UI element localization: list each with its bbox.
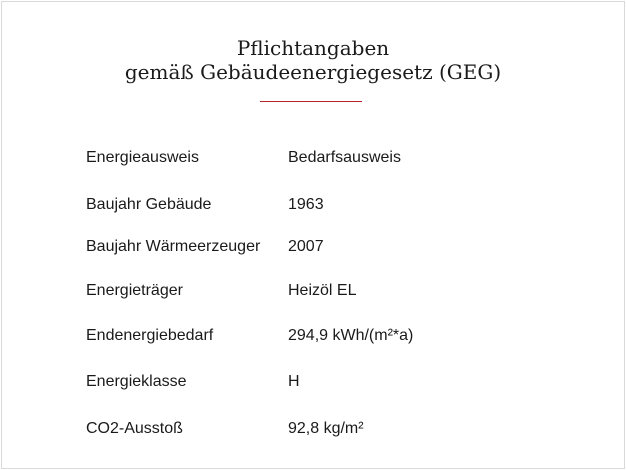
- title-line-1: Pflichtangaben: [236, 36, 390, 60]
- row-value: H: [288, 373, 300, 390]
- row-value: 2007: [288, 238, 324, 255]
- row-value: 294,9 kWh/(m²*a): [288, 327, 414, 344]
- info-row-energieausweis: [2, 147, 624, 169]
- row-label: Energieträger: [86, 282, 183, 299]
- row-label: Energieklasse: [86, 373, 187, 390]
- info-row-baujahr-waermeerzeuger: [2, 236, 624, 258]
- row-value: Bedarfsausweis: [288, 149, 401, 166]
- info-row-energietraeger: [2, 280, 624, 302]
- row-label: CO2-Ausstoß: [86, 420, 183, 437]
- row-label: Baujahr Wärmeerzeuger: [86, 238, 261, 255]
- row-value: 1963: [288, 196, 324, 213]
- row-label: Energieausweis: [86, 149, 199, 166]
- info-row-co2-ausstoss: [2, 418, 624, 440]
- row-label: Baujahr Gebäude: [86, 196, 212, 213]
- info-row-baujahr-gebaeude: [2, 194, 624, 216]
- info-row-energieklasse: [2, 371, 624, 393]
- info-row-endenergiebedarf: [2, 325, 624, 347]
- geg-info-card: [1, 1, 625, 469]
- row-label: Endenergiebedarf: [86, 327, 214, 344]
- title-line-2: gemäß Gebäudeenergiegesetz (GEG): [124, 60, 502, 84]
- title-divider: [260, 101, 362, 102]
- row-value: 92,8 kg/m²: [288, 420, 364, 437]
- row-value: Heizöl EL: [288, 282, 357, 299]
